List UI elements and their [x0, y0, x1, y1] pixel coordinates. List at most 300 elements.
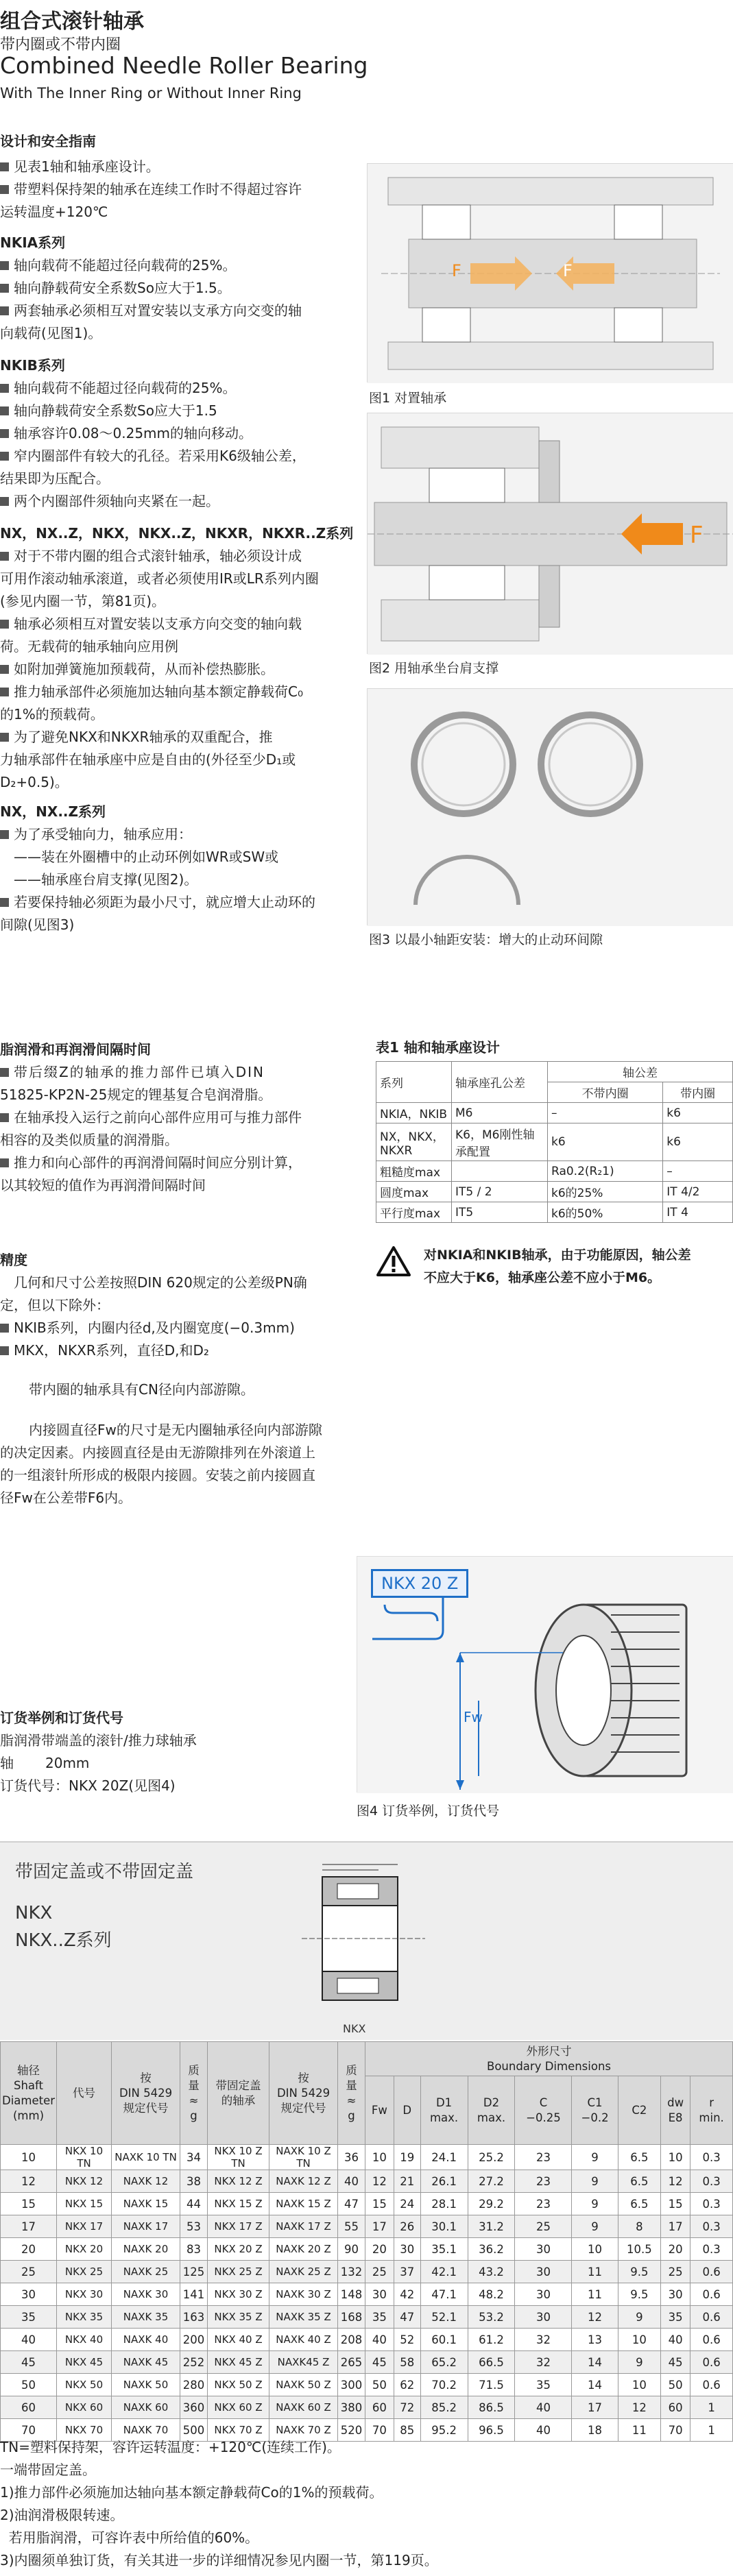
- table-cell: 520: [338, 2419, 365, 2442]
- force-label: F: [563, 261, 573, 280]
- table-cell: 83: [180, 2238, 208, 2261]
- nx-item: 对于不带内圈的组合式滚针轴承，轴必须设计成: [0, 545, 363, 568]
- nx-item: 可用作滚动轴承滚道，或者必须使用IR或LR系列内圈: [0, 570, 319, 587]
- table-cell: NAXK 17: [112, 2215, 180, 2238]
- table-row: [1, 2193, 733, 2215]
- warning-line: 对NKIA和NKIB轴承，由于功能原因，轴公差: [424, 1248, 691, 1263]
- table-cell: 9: [618, 2306, 660, 2329]
- drawing-caption: NKX: [343, 2022, 366, 2035]
- table-cell: 20: [365, 2238, 394, 2261]
- table-cell: 66.5: [468, 2351, 515, 2374]
- table-cell: 11: [572, 2261, 618, 2283]
- table-cell: 52: [394, 2329, 420, 2351]
- table-cell: 0.6: [690, 2374, 733, 2396]
- nx-item: 轴承必须相互对置安装以支承方向交变的轴向载: [0, 613, 363, 635]
- nkib-item: 轴向静载荷安全系数So应大于1.5: [0, 400, 363, 422]
- precision-line: 几何和尺寸公差按照DIN 620规定的公差级PN确: [14, 1274, 307, 1291]
- table-cell: 26: [394, 2215, 420, 2238]
- table-row: [1, 2170, 733, 2193]
- lubrication-heading: 脂润滑和再润滑间隔时间: [0, 1041, 151, 1058]
- table-1: [376, 1061, 733, 1223]
- table-cell: 12: [660, 2170, 690, 2193]
- table-cell: NKX 70 Z: [208, 2419, 269, 2442]
- note-line: TN=塑料保持架，容许运转温度：+120℃(连续工作)。: [0, 2439, 341, 2455]
- table-cell: 60: [1, 2396, 57, 2419]
- figure-2: [367, 413, 733, 654]
- table-cell: NAXK 10 TN: [112, 2145, 180, 2170]
- table-cell: 86.5: [468, 2396, 515, 2419]
- nx-item: 推力轴承部件必须施加达轴向基本额定静载荷C₀: [0, 681, 363, 703]
- table-cell: NAXK 40: [112, 2329, 180, 2351]
- table-cell: 70: [365, 2419, 394, 2442]
- figure-4-caption: 图4 订货举例，订货代号: [357, 1803, 500, 1819]
- table-cell: NAXK 25 Z: [269, 2261, 338, 2283]
- table-1-row: 圆度max IT5 / 2 k6的25% IT 4/2: [376, 1182, 733, 1202]
- design-section: [0, 130, 363, 936]
- table-row: [1, 2238, 733, 2261]
- table-cell: 10: [572, 2238, 618, 2261]
- table-cell: 0.3: [690, 2193, 733, 2215]
- table-cell: 48.2: [468, 2283, 515, 2306]
- table-cell: 280: [180, 2374, 208, 2396]
- table-cell: 12: [572, 2306, 618, 2329]
- table-cell: 25.2: [468, 2145, 515, 2170]
- table-cell: NKX 40: [57, 2329, 112, 2351]
- table-cell: 9: [618, 2351, 660, 2374]
- table-cell: 17: [660, 2215, 690, 2238]
- table-cell: NKX 70: [57, 2419, 112, 2442]
- table-2-header: D: [394, 2076, 420, 2145]
- table-cell: 35: [365, 2306, 394, 2329]
- table-cell: 58: [394, 2351, 420, 2374]
- nx-item: 荷。无载荷的轴承轴向应用例: [0, 638, 178, 655]
- table-cell: 72: [394, 2396, 420, 2419]
- table-cell: NKX 25 Z: [208, 2261, 269, 2283]
- lubrication-item: 51825-KP2N-25规定的锂基复合皂润滑脂。: [0, 1086, 272, 1103]
- table-cell: 40: [365, 2329, 394, 2351]
- table-cell: 9.5: [618, 2261, 660, 2283]
- table-cell: 85: [394, 2419, 420, 2442]
- table-cell: NAXK 70: [112, 2419, 180, 2442]
- table-cell: NKX 30: [57, 2283, 112, 2306]
- product-line: 带固定盖或不带固定盖: [15, 1862, 194, 1882]
- table-cell: 12: [365, 2170, 394, 2193]
- precision-paragraph: 的一组滚针所形成的极限内接圆。安装之前内接圆直: [0, 1467, 315, 1483]
- precision-section: [0, 1249, 363, 1509]
- table-cell: 42.1: [420, 2261, 468, 2283]
- table-cell: 11: [618, 2419, 660, 2442]
- table-cell: 11: [572, 2283, 618, 2306]
- table-cell: NKX 17: [57, 2215, 112, 2238]
- table-row: [1, 2283, 733, 2306]
- warning-icon: [376, 1246, 411, 1277]
- table-cell: 9: [572, 2215, 618, 2238]
- table-cell: 15: [660, 2193, 690, 2215]
- table-cell: 148: [338, 2283, 365, 2306]
- title-en: Combined Needle Roller Bearing: [0, 52, 368, 79]
- table-cell: 43.2: [468, 2261, 515, 2283]
- table-cell: NAXK 60: [112, 2396, 180, 2419]
- table-2-header: 代号: [57, 2042, 112, 2145]
- table-2-header: 带固定盖 的轴承: [208, 2042, 269, 2145]
- table-1-row: 粗糙度max Ra0.2(R₂1) –: [376, 1161, 733, 1182]
- table-cell: 30: [394, 2238, 420, 2261]
- table-2-header: 外形尺寸 Boundary Dimensions: [365, 2042, 733, 2076]
- table-cell: 6.5: [618, 2145, 660, 2170]
- table-2-header: D1 max.: [420, 2076, 468, 2145]
- table-cell: 30: [515, 2261, 572, 2283]
- table-cell: 70.2: [420, 2374, 468, 2396]
- table-cell: 35.1: [420, 2238, 468, 2261]
- table-cell: NAXK 40 Z: [269, 2329, 338, 2351]
- table-2-header: 按 DIN 5429 规定代号: [112, 2042, 180, 2145]
- table-cell: 25: [365, 2261, 394, 2283]
- lubrication-item: 在轴承投入运行之前向心部件应用可与推力部件: [0, 1106, 363, 1129]
- table-cell: 23: [515, 2145, 572, 2170]
- table-cell: NKX 45 Z: [208, 2351, 269, 2374]
- table-cell: 85.2: [420, 2396, 468, 2419]
- table-cell: 0.6: [690, 2329, 733, 2351]
- precision-item: MKX，NKXR系列，直径D,和D₂: [0, 1339, 363, 1362]
- table-cell: 71.5: [468, 2374, 515, 2396]
- table-cell: 50: [1, 2374, 57, 2396]
- table-2-body: [1, 2145, 733, 2442]
- table-cell: 38: [180, 2170, 208, 2193]
- precision-item: NKIB系列，内圈内径d,及内圈宽度(−0.3mm): [0, 1317, 363, 1339]
- table-cell: 60.1: [420, 2329, 468, 2351]
- nx-item: 力轴承部件在轴承座中应是自由的(外径至少D₁或: [0, 751, 296, 768]
- lubrication-item: 带后缀Z的轴承的推力部件已填入DIN: [0, 1061, 363, 1084]
- table-cell: 40: [1, 2329, 57, 2351]
- table-cell: 30: [515, 2238, 572, 2261]
- table-cell: 9: [572, 2170, 618, 2193]
- subtitle-en: With The Inner Ring or Without Inner Ring: [0, 85, 302, 101]
- table-cell: 45: [365, 2351, 394, 2374]
- nkia-item: 向载荷(见图1)。: [0, 325, 102, 341]
- table-cell: 18: [572, 2419, 618, 2442]
- figure-1-caption: 图1 对置轴承: [369, 391, 447, 406]
- table-cell: 25: [1, 2261, 57, 2283]
- nkib-item: 结果即为压配合。: [0, 470, 110, 487]
- nkia-item: 轴向载荷不能超过径向载荷的25%。: [0, 254, 363, 277]
- table-cell: 52.1: [420, 2306, 468, 2329]
- table-cell: 30: [1, 2283, 57, 2306]
- table-cell: 208: [338, 2329, 365, 2351]
- precision-paragraph: 径Fw在公差带F6内。: [0, 1490, 132, 1506]
- table-cell: 300: [338, 2374, 365, 2396]
- table-cell: 30: [365, 2283, 394, 2306]
- table-cell: 200: [180, 2329, 208, 2351]
- table-cell: NAXK 35: [112, 2306, 180, 2329]
- nxz-item: 间隙(见图3): [0, 916, 75, 933]
- precision-paragraph: 内接圆直径Fw的尺寸是无内圈轴承径向内部游隙: [29, 1422, 322, 1438]
- table-cell: 29.2: [468, 2193, 515, 2215]
- table-cell: 24.1: [420, 2145, 468, 2170]
- table-cell: 141: [180, 2283, 208, 2306]
- table-cell: NKX 50 Z: [208, 2374, 269, 2396]
- nxz-item: 若要保持轴必须距为最小尺寸，就应增大止动环的: [0, 891, 363, 914]
- table-cell: 47: [394, 2306, 420, 2329]
- table-cell: 9.5: [618, 2283, 660, 2306]
- table-cell: NAXK 50 Z: [269, 2374, 338, 2396]
- order-section: [0, 1707, 343, 1797]
- table-cell: NKX 60 Z: [208, 2396, 269, 2419]
- table-cell: 265: [338, 2351, 365, 2374]
- table-1-header: 不带内圈: [548, 1082, 663, 1103]
- table-2-header: 按 DIN 5429 规定代号: [269, 2042, 338, 2145]
- precision-heading: 精度: [0, 1252, 27, 1268]
- figure-3-caption: 图3 以最小轴距安装：增大的止动环间隙: [369, 932, 603, 947]
- table-cell: NAXK 20: [112, 2238, 180, 2261]
- table-cell: 17: [572, 2396, 618, 2419]
- table-cell: 9: [572, 2145, 618, 2170]
- table-cell: NAXK 30 Z: [269, 2283, 338, 2306]
- table-2: [0, 2041, 733, 2442]
- nkia-item: 轴向静载荷安全系数So应大于1.5。: [0, 277, 363, 300]
- table-cell: 35: [660, 2306, 690, 2329]
- table-cell: 12: [618, 2396, 660, 2419]
- table-cell: 17: [1, 2215, 57, 2238]
- table-cell: 132: [338, 2261, 365, 2283]
- nkib-item: 窄内圈部件有较大的孔径。若采用K6级轴公差，: [0, 445, 363, 467]
- table-cell: 34: [180, 2145, 208, 2170]
- lubrication-item: 以其较短的值作为再润滑间隔时间: [0, 1177, 206, 1193]
- table-cell: 95.2: [420, 2419, 468, 2442]
- table-cell: NAXK 12: [112, 2170, 180, 2193]
- table-cell: 23: [515, 2193, 572, 2215]
- table-cell: NAXK 25: [112, 2261, 180, 2283]
- table-cell: 36: [338, 2145, 365, 2170]
- table-cell: 62: [394, 2374, 420, 2396]
- table-cell: 360: [180, 2396, 208, 2419]
- table-cell: 252: [180, 2351, 208, 2374]
- note-line: 若用脂润滑，可容许表中所给值的60%。: [0, 2529, 259, 2546]
- table-2-header: Fw: [365, 2076, 394, 2145]
- table-cell: NAXK 70 Z: [269, 2419, 338, 2442]
- fw-label: Fw: [464, 1709, 483, 1725]
- order-shaft: 轴 20mm: [0, 1755, 90, 1771]
- table-cell: 12: [1, 2170, 57, 2193]
- table-cell: NKX 20: [57, 2238, 112, 2261]
- table-cell: NKX 35 Z: [208, 2306, 269, 2329]
- table-cell: NKX 35: [57, 2306, 112, 2329]
- table-cell: 163: [180, 2306, 208, 2329]
- table-cell: 35: [1, 2306, 57, 2329]
- table-cell: 0.6: [690, 2283, 733, 2306]
- table-cell: 60: [660, 2396, 690, 2419]
- table-cell: 35: [515, 2374, 572, 2396]
- table-cell: NKX 12: [57, 2170, 112, 2193]
- table-row: [1, 2374, 733, 2396]
- nkia-heading: NKIA系列: [0, 234, 66, 251]
- table-cell: 53.2: [468, 2306, 515, 2329]
- table-cell: 14: [572, 2351, 618, 2374]
- table-row: [1, 2306, 733, 2329]
- table-cell: 1: [690, 2396, 733, 2419]
- table-1-row: 平行度max IT5 k6的50% IT 4: [376, 1202, 733, 1223]
- subtitle-cn: 带内圈或不带内圈: [0, 36, 121, 53]
- figure-3: [367, 688, 733, 925]
- nx-item: 如附加弹簧施加预载荷，从而补偿热膨胀。: [0, 658, 363, 681]
- table-cell: 47: [338, 2193, 365, 2215]
- nx-item: 的1%的预载荷。: [0, 706, 104, 722]
- design-item: 带塑料保持架的轴承在连续工作时不得超过容许: [0, 178, 363, 201]
- design-item: 见表1轴和轴承座设计。: [0, 156, 363, 178]
- table-cell: 61.2: [468, 2329, 515, 2351]
- nxz-item: 为了承受轴向力，轴承应用：: [0, 823, 363, 846]
- table-cell: 30: [660, 2283, 690, 2306]
- table-cell: NKX 50: [57, 2374, 112, 2396]
- table-cell: 10: [660, 2145, 690, 2170]
- table-row: [1, 2261, 733, 2283]
- order-code: 订货代号：NKX 20Z(见图4): [0, 1777, 176, 1794]
- table-cell: NKX 40 Z: [208, 2329, 269, 2351]
- table-cell: 0.6: [690, 2351, 733, 2374]
- table-cell: 24: [394, 2193, 420, 2215]
- note-line: 3)内圈须单独订货，有关其进一步的详细情况参见内圈一节，第119页。: [0, 2552, 438, 2568]
- table-cell: 15: [1, 2193, 57, 2215]
- table-cell: 96.5: [468, 2419, 515, 2442]
- table-cell: 47.1: [420, 2283, 468, 2306]
- table-cell: NAXK 17 Z: [269, 2215, 338, 2238]
- table-cell: 6.5: [618, 2170, 660, 2193]
- table-cell: 380: [338, 2396, 365, 2419]
- table-cell: 23: [515, 2170, 572, 2193]
- order-code-tag: NKX 20 Z: [371, 1569, 468, 1598]
- table-2-header: 轴径 Shaft Diameter (mm): [1, 2042, 57, 2145]
- table-cell: 53: [180, 2215, 208, 2238]
- table-cell: NKX 15: [57, 2193, 112, 2215]
- table-cell: NKX 25: [57, 2261, 112, 2283]
- table-1-row: NX，NKX，NKXR K6，M6刚性轴承配置 k6 k6: [376, 1123, 733, 1161]
- table-cell: NKX 10 TN: [57, 2145, 112, 2170]
- table-cell: 90: [338, 2238, 365, 2261]
- table-cell: 30.1: [420, 2215, 468, 2238]
- table-cell: 36.2: [468, 2238, 515, 2261]
- table-cell: 0.3: [690, 2170, 733, 2193]
- notes-section: [0, 2436, 733, 2572]
- table-cell: 45: [660, 2351, 690, 2374]
- warning-line: 不应大于K6，轴承座公差不应小于M6。: [424, 1270, 661, 1285]
- table-cell: 70: [1, 2419, 57, 2442]
- table-cell: NKX 30 Z: [208, 2283, 269, 2306]
- table-cell: 40: [515, 2419, 572, 2442]
- nxz-item: ——装在外圈槽中的止动环例如WR或SW或: [14, 849, 279, 865]
- table-row: [1, 2351, 733, 2374]
- table-cell: NKX 20 Z: [208, 2238, 269, 2261]
- lubrication-item: 相容的及类似质量的润滑脂。: [0, 1132, 178, 1148]
- table-cell: 30: [515, 2283, 572, 2306]
- table-cell: 40: [515, 2396, 572, 2419]
- precision-line: 定，但以下除外：: [0, 1297, 110, 1313]
- table-cell: 25: [515, 2215, 572, 2238]
- table-cell: 9: [572, 2193, 618, 2215]
- title-cn: 组合式滚针轴承: [0, 10, 144, 34]
- table-cell: 6.5: [618, 2193, 660, 2215]
- figure-2-caption: 图2 用轴承坐台肩支撑: [369, 661, 499, 676]
- table-1-row: NKIA，NKIB M6 – k6: [376, 1103, 733, 1123]
- nkib-item: 轴承容许0.08～0.25mm的轴向移动。: [0, 422, 363, 445]
- table-cell: 70: [660, 2419, 690, 2442]
- table-cell: 0.6: [690, 2261, 733, 2283]
- table-row: [1, 2215, 733, 2238]
- table-1-title: 表1 轴和轴承座设计: [376, 1039, 500, 1056]
- table-cell: 14: [572, 2374, 618, 2396]
- table-cell: NKX 17 Z: [208, 2215, 269, 2238]
- table-cell: 10: [365, 2145, 394, 2170]
- table-2-header: r min.: [690, 2076, 733, 2145]
- nxz-heading: NX，NX..Z系列: [0, 803, 106, 820]
- table-cell: 30: [515, 2306, 572, 2329]
- table-cell: 20: [660, 2238, 690, 2261]
- table-cell: 0.6: [690, 2306, 733, 2329]
- table-row: [1, 2396, 733, 2419]
- nkib-heading: NKIB系列: [0, 357, 65, 374]
- table-cell: NKX 10 Z TN: [208, 2145, 269, 2170]
- table-2-header: C2: [618, 2076, 660, 2145]
- table-cell: 44: [180, 2193, 208, 2215]
- nx-item: 为了避免NKX和NKXR轴承的双重配合，推: [0, 726, 363, 749]
- table-cell: 125: [180, 2261, 208, 2283]
- table-cell: 50: [660, 2374, 690, 2396]
- note-line: 2)油润滑极限转速。: [0, 2507, 124, 2523]
- table-cell: NAXK 12 Z: [269, 2170, 338, 2193]
- precision-paragraph: 的决定因素。内接圆直径是由无游隙排列在外滚道上: [0, 1444, 315, 1461]
- table-cell: 65.2: [420, 2351, 468, 2374]
- table-cell: 13: [572, 2329, 618, 2351]
- table-cell: 60: [365, 2396, 394, 2419]
- table-cell: 25: [660, 2261, 690, 2283]
- table-2-header: C −0.25: [515, 2076, 572, 2145]
- table-cell: 15: [365, 2193, 394, 2215]
- table-cell: NKX 12 Z: [208, 2170, 269, 2193]
- product-series: NKX..Z系列: [15, 1930, 112, 1951]
- table-2-header: C1 −0.2: [572, 2076, 618, 2145]
- nx-heading: NX，NX..Z，NKX，NKX..Z，NKXR，NKXR..Z系列: [0, 525, 354, 542]
- table-cell: 10: [618, 2329, 660, 2351]
- table-cell: NAXK 15: [112, 2193, 180, 2215]
- table-2-header: 质 量 ≈ g: [180, 2042, 208, 2145]
- table-1-header: 带内圈: [663, 1082, 733, 1103]
- table-cell: 0.3: [690, 2238, 733, 2261]
- product-series: NKX: [15, 1903, 53, 1923]
- table-cell: 31.2: [468, 2215, 515, 2238]
- table-cell: 0.3: [690, 2215, 733, 2238]
- table-cell: 19: [394, 2145, 420, 2170]
- table-2-header: dw E8: [660, 2076, 690, 2145]
- table-cell: NKX 60: [57, 2396, 112, 2419]
- table-2-header: D2 max.: [468, 2076, 515, 2145]
- table-cell: 21: [394, 2170, 420, 2193]
- nx-item: (参见内圈一节，第81页)。: [0, 593, 166, 609]
- precision-paragraph: 带内圈的轴承具有CN径向内部游隙。: [29, 1381, 254, 1398]
- table-cell: 17: [365, 2215, 394, 2238]
- table-cell: 0.3: [690, 2145, 733, 2170]
- table-cell: NAXK 15 Z: [269, 2193, 338, 2215]
- figure-4: [357, 1556, 733, 1793]
- table-cell: 1: [690, 2419, 733, 2442]
- nkib-item: 两个内圈部件须轴向夹紧在一起。: [0, 490, 363, 513]
- force-label: F: [690, 522, 704, 549]
- table-2-header: 质 量 ≈ g: [338, 2042, 365, 2145]
- force-label: F: [452, 261, 461, 280]
- table-cell: 40: [338, 2170, 365, 2193]
- table-cell: NAXK 50: [112, 2374, 180, 2396]
- table-cell: 20: [1, 2238, 57, 2261]
- table-cell: NAXK 60 Z: [269, 2396, 338, 2419]
- bearing-drawing: [274, 1856, 453, 2021]
- figure-1: [367, 163, 733, 382]
